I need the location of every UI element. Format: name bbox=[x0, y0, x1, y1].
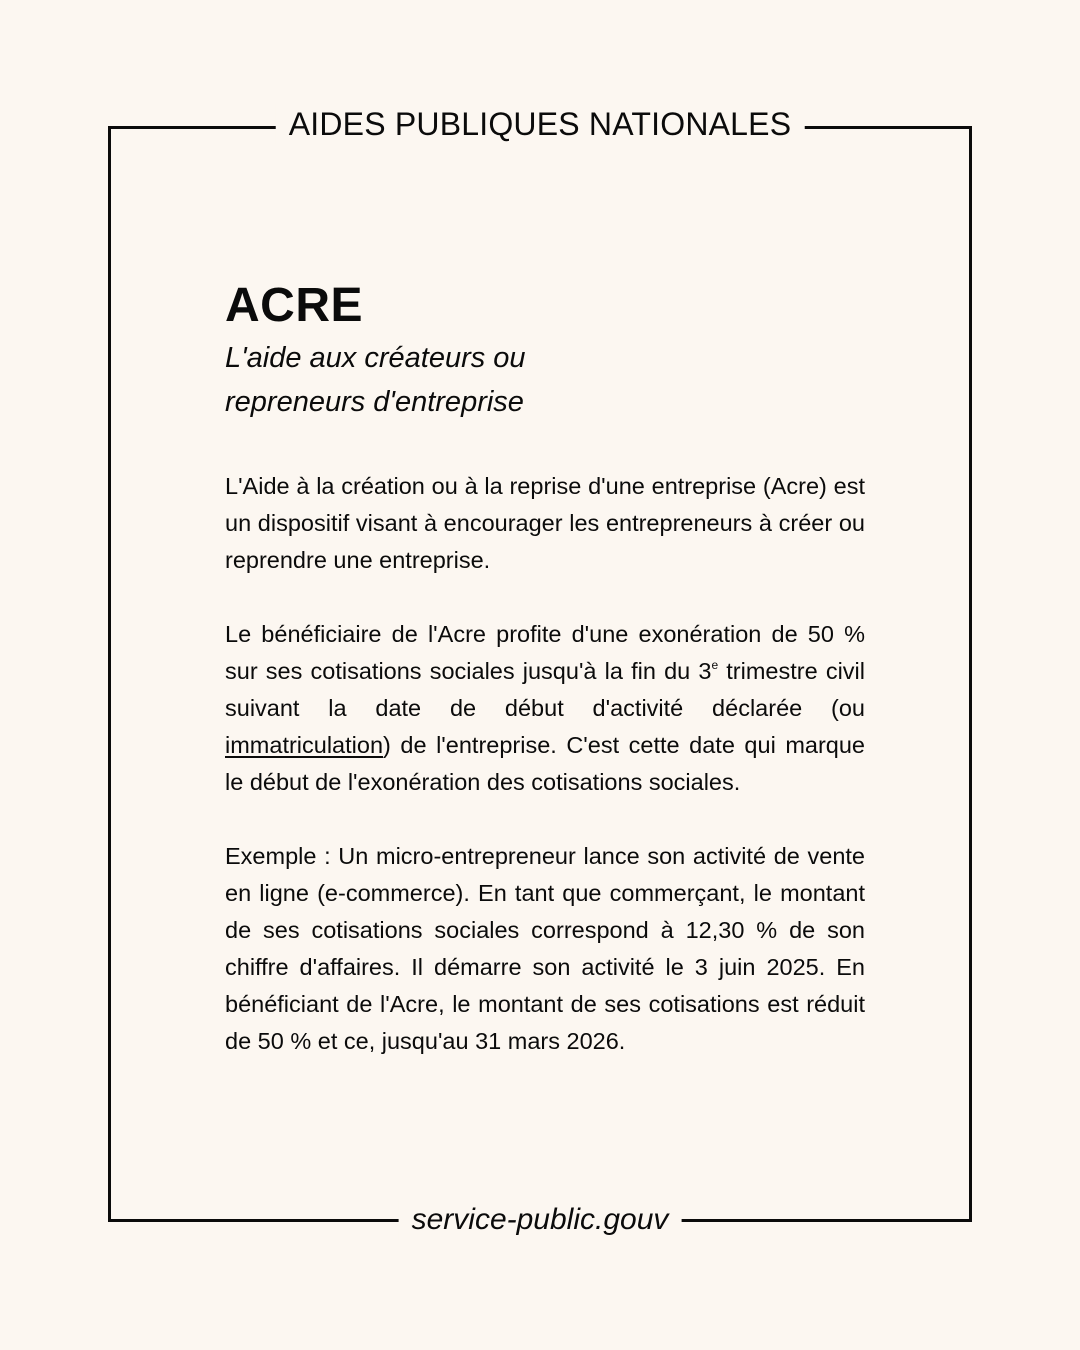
ordinal-superscript: e bbox=[711, 658, 719, 672]
immatriculation-link[interactable]: immatriculation bbox=[225, 732, 384, 758]
example-paragraph: Exemple : Un micro-entrepreneur lance son activité de vente en ligne (e-commerce). En tant que commerçant, le montant de ses cotisations sociales correspond à 12,30 % de son chiffre d'affaires. Il démarre son activité le 3 juin 2025. En bénéficiant de l'Acre, le montant de ses cotisations est réduit de 50 % et ce, jusqu'au 31 mars 2026. bbox=[225, 843, 865, 1054]
subtitle-line-2: repreneurs d'entreprise bbox=[225, 386, 524, 418]
section-header-label: AIDES PUBLIQUES NATIONALES bbox=[276, 104, 805, 144]
exoneration-text-part-2: trimestre civil suivant la date de début d'activité déclarée (ou bbox=[225, 658, 865, 721]
source-footer-label: service-public.gouv bbox=[399, 1200, 682, 1240]
exoneration-text-part-3: ) de l'entreprise. C'est cette date qui marque le début de l'exonération des cotisations sociales. bbox=[225, 732, 865, 795]
subtitle-line-1: L'aide aux créateurs ou bbox=[225, 342, 526, 374]
intro-paragraph: L'Aide à la création ou à la reprise d'une entreprise (Acre) est un dispositif visant à encourager les entrepreneurs à créer ou reprendre une entreprise. bbox=[225, 473, 865, 573]
article-subtitle bbox=[225, 336, 625, 424]
article-title: ACRE bbox=[225, 279, 364, 332]
exoneration-paragraph bbox=[225, 616, 865, 801]
article bbox=[225, 278, 865, 1060]
exoneration-text-part-1: Le bénéficiaire de l'Acre profite d'une exonération de 50 % sur ses cotisations sociales jusqu'à la fin du 3 bbox=[225, 621, 865, 684]
